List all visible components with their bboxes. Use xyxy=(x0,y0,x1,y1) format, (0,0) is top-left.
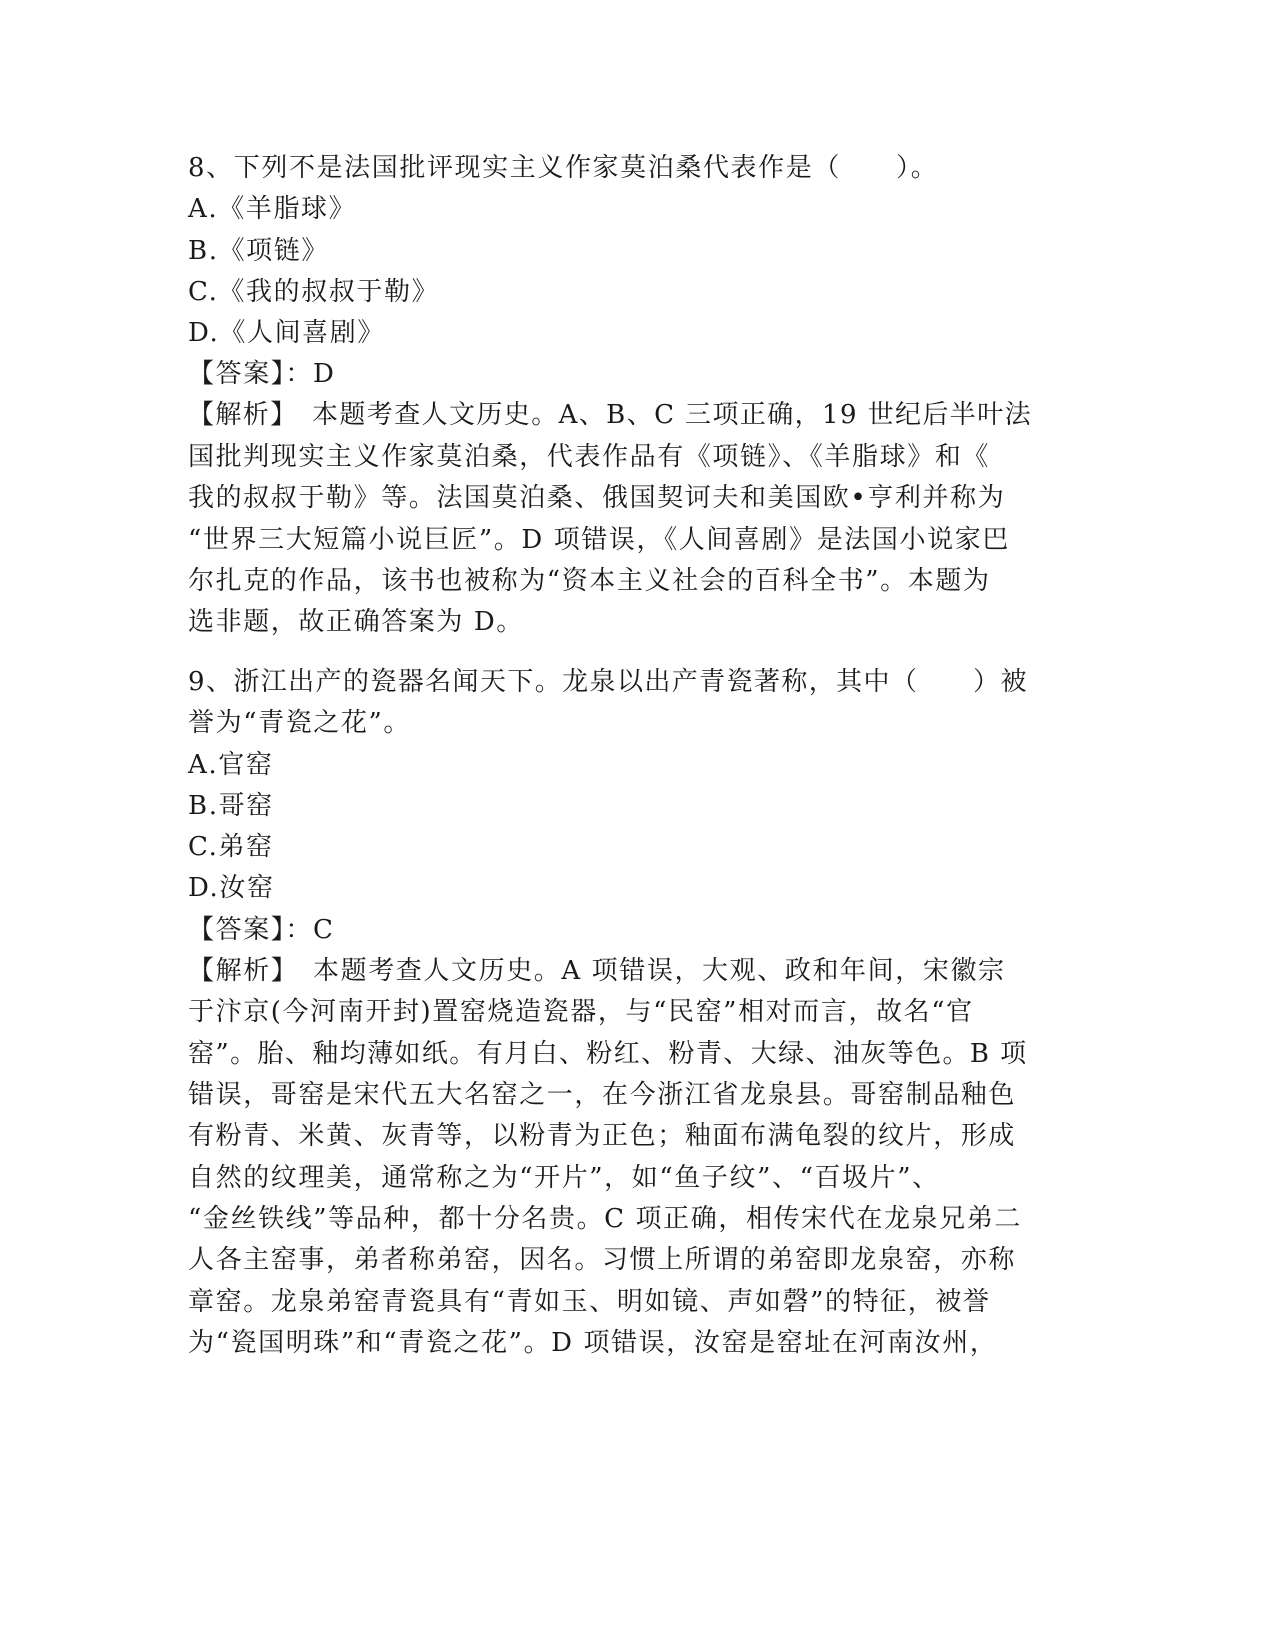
q8-analysis-line: 国批判现实主义作家莫泊桑，代表作品有《项链》、《羊脂球》和《 xyxy=(188,442,991,472)
q9-option-c: C.弟窑 xyxy=(188,832,274,862)
q8-option-d: D.《人间喜剧》 xyxy=(188,318,385,348)
q8-option-b: B.《项链》 xyxy=(188,236,329,266)
q9-stem-line: 9、浙江出产的瓷器名闻天下。龙泉以出产青瓷著称，其中（ ）被 xyxy=(188,667,1028,697)
q9-analysis-line: 错误，哥窑是宋代五大名窑之一，在今浙江省龙泉县。哥窑制品釉色 xyxy=(188,1080,1017,1110)
q9-analysis-line: 于汴京(今河南开封)置窑烧造瓷器，与“民窑”相对而言，故名“官 xyxy=(188,997,974,1027)
q8-answer: 【答案】：D xyxy=(188,359,336,389)
q8-analysis-line: 我的叔叔于勒》等。法国莫泊桑、俄国契诃夫和美国欧•亨利并称为 xyxy=(188,483,1006,513)
q8-stem: 8、下列不是法国批评现实主义作家莫泊桑代表作是（ ）。 xyxy=(188,153,939,183)
q9-analysis-line: 为“瓷国明珠”和“青瓷之花”。D 项错误，汝窑是窑址在河南汝州， xyxy=(188,1328,998,1358)
q9-stem-line: 誉为“青瓷之花”。 xyxy=(188,708,411,738)
q9-analysis-line: 有粉青、米黄、灰青等，以粉青为正色；釉面布满龟裂的纹片，形成 xyxy=(188,1121,1017,1151)
q8-option-c: C.《我的叔叔于勒》 xyxy=(188,277,440,307)
q9-option-a: A.官窑 xyxy=(188,750,274,780)
q8-analysis-line: “世界三大短篇小说巨匠”。D 项错误，《人间喜剧》是法国小说家巴 xyxy=(188,525,1010,555)
q9-analysis-line: 窑”。胎、釉均薄如纸。有月白、粉红、粉青、大绿、油灰等色。B 项 xyxy=(188,1039,1028,1069)
q9-analysis-line: “金丝铁线”等品种，都十分名贵。C 项正确，相传宋代在龙泉兄弟二 xyxy=(188,1204,1022,1234)
q8-analysis-line: 【解析】 本题考查人文历史。A、B、C 三项正确，19 世纪后半叶法 xyxy=(188,400,1032,430)
q8-analysis-line: 选非题，故正确答案为 D。 xyxy=(188,607,524,637)
q9-analysis-line: 自然的纹理美，通常称之为“开片”，如“鱼子纹”、“百圾片”、 xyxy=(188,1163,940,1193)
q9-analysis-line: 【解析】 本题考查人文历史。A 项错误，大观、政和年间，宋徽宗 xyxy=(188,956,1006,986)
q8-option-a: A.《羊脂球》 xyxy=(188,194,357,224)
q9-answer: 【答案】：C xyxy=(188,915,335,945)
q8-analysis-line: 尔扎克的作品，该书也被称为“资本主义社会的百科全书”。本题为 xyxy=(188,566,991,596)
q9-option-b: B.哥窑 xyxy=(188,791,274,821)
q9-option-d: D.汝窑 xyxy=(188,873,275,903)
q9-analysis-line: 人各主窑事，弟者称弟窑，因名。习惯上所谓的弟窑即龙泉窑，亦称 xyxy=(188,1245,1017,1275)
q9-analysis-line: 章窑。龙泉弟窑青瓷具有“青如玉、明如镜、声如磬”的特征，被誉 xyxy=(188,1287,991,1317)
